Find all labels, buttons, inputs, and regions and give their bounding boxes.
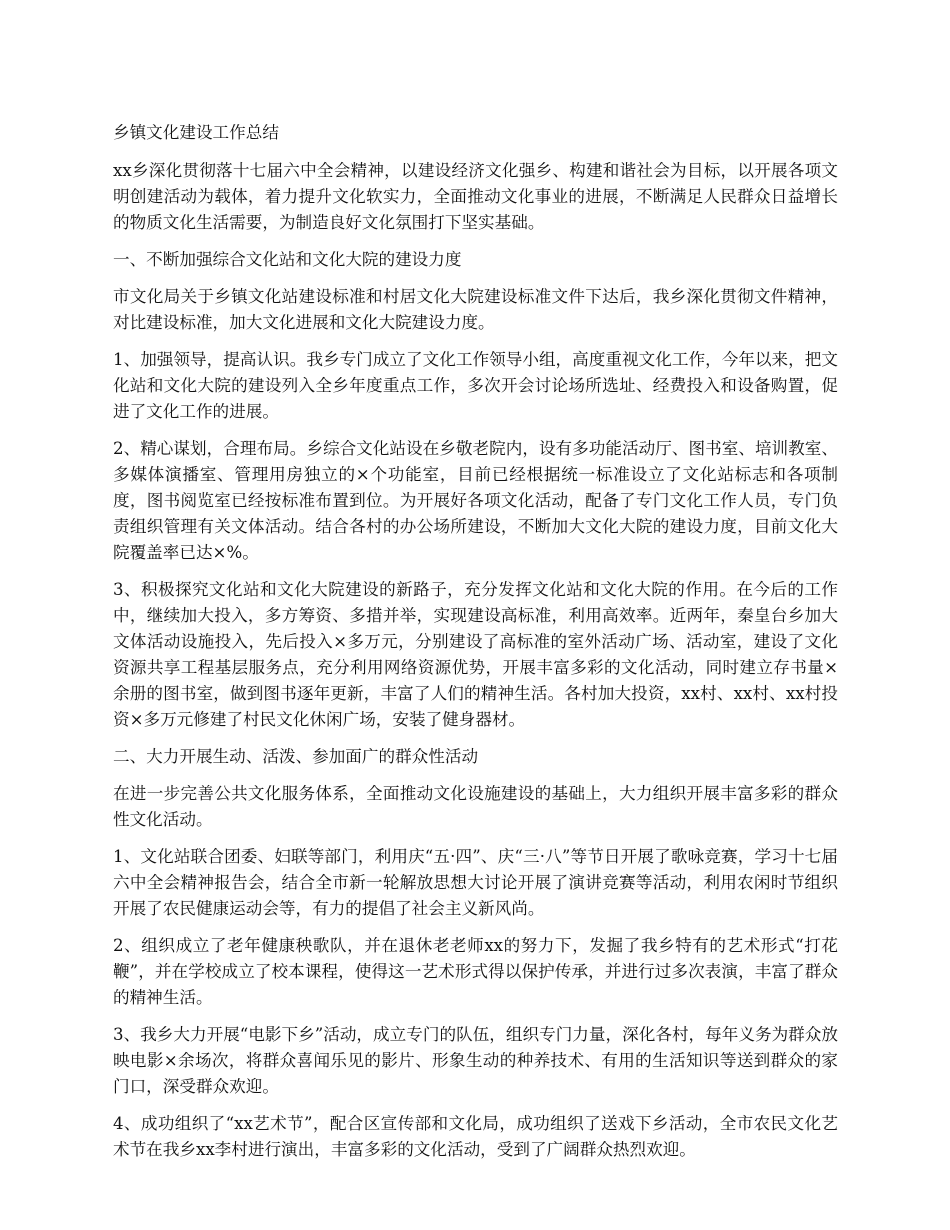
paragraph: 市文化局关于乡镇文化站建设标准和村居文化大院建设标准文件下达后，我乡深化贯彻文件精神，对比建设标准，加大文化进展和文化大院建设力度。	[113, 287, 838, 332]
list-item: 1、文化站联合团委、妇联等部门，利用庆“五·四”、庆“三·八”等节日开展了歌咏竞赛，学习十七届六中全会精神报告会，结合全市新一轮解放思想大讨论开展了演讲竞赛等活动，利用农闲时节组织开展了农民健康运动会等，有力的提倡了社会主义新风尚。	[113, 847, 838, 918]
list-item: 3、积极探究文化站和文化大院建设的新路子，充分发挥文化站和文化大院的作用。在今后的工作中，继续加大投入，多方筹资、多措并举，实现建设高标准，利用高效率。近两年，秦皇台乡加大文体活动设施投入，先后投入×多万元，分别建设了高标准的室外活动广场、活动室，建设了文化资源共享工程基层服务点，充分利用网络资源优势，开展丰富多彩的文化活动，同时建立存书量×余册的图书室，做到图书逐年更新，丰富了人们的精神生活。各村加大投资，xx村、xx村、xx村投资×多万元修建了村民文化休闲广场，安装了健身器材。	[113, 580, 838, 729]
list-item: 1、加强领导，提高认识。我乡专门成立了文化工作领导小组，高度重视文化工作，今年以来，把文化站和文化大院的建设列入全乡年度重点工作，多次开会讨论场所选址、经费投入和设备购置，促进了文化工作的进展。	[113, 350, 838, 421]
section-heading-1: 一、不断加强综合文化站和文化大院的建设力度	[113, 250, 462, 269]
intro-paragraph: xx乡深化贯彻落十七届六中全会精神，以建设经济文化强乡、构建和谐社会为目标，以开展各项文明创建活动为载体，着力提升文化软实力，全面推动文化事业的进展，不断满足人民群众日益增长的物质文化生活需要，为制造良好文化氛围打下坚实基础。	[113, 161, 838, 232]
list-item: 2、组织成立了老年健康秧歌队，并在退休老老师xx的努力下，发掘了我乡特有的艺术形式“打花鞭”，并在学校成立了校本课程，使得这一艺术形式得以保护传承，并进行过多次表演，丰富了群众的精神生活。	[113, 936, 838, 1007]
document-body	[113, 120, 838, 1174]
list-item: 3、我乡大力开展“电影下乡”活动，成立专门的队伍，组织专门力量，深化各村，每年义务为群众放映电影×余场次，将群众喜闻乐见的影片、形象生动的种养技术、有用的生活知识等送到群众的家门口，深受群众欢迎。	[113, 1025, 838, 1096]
document-title: 乡镇文化建设工作总结	[113, 123, 279, 142]
list-item: 2、精心谋划，合理布局。乡综合文化站设在乡敬老院内，设有多功能活动厅、图书室、培训教室、多媒体演播室、管理用房独立的×个功能室，目前已经根据统一标准设立了文化站标志和各项制度，图书阅览室已经按标准布置到位。为开展好各项文化活动，配备了专门文化工作人员，专门负责组织管理有关文体活动。结合各村的办公场所建设，不断加大文化大院的建设力度，目前文化大院覆盖率已达×%。	[113, 439, 838, 562]
list-item: 4、成功组织了“xx艺术节”，配合区宣传部和文化局，成功组织了送戏下乡活动，全市农民文化艺术节在我乡xx李村进行演出，丰富多彩的文化活动，受到了广阔群众热烈欢迎。	[113, 1114, 838, 1159]
section-heading-2: 二、大力开展生动、活泼、参加面广的群众性活动	[113, 747, 479, 766]
paragraph: 在进一步完善公共文化服务体系，全面推动文化设施建设的基础上，大力组织开展丰富多彩的群众性文化活动。	[113, 784, 838, 829]
